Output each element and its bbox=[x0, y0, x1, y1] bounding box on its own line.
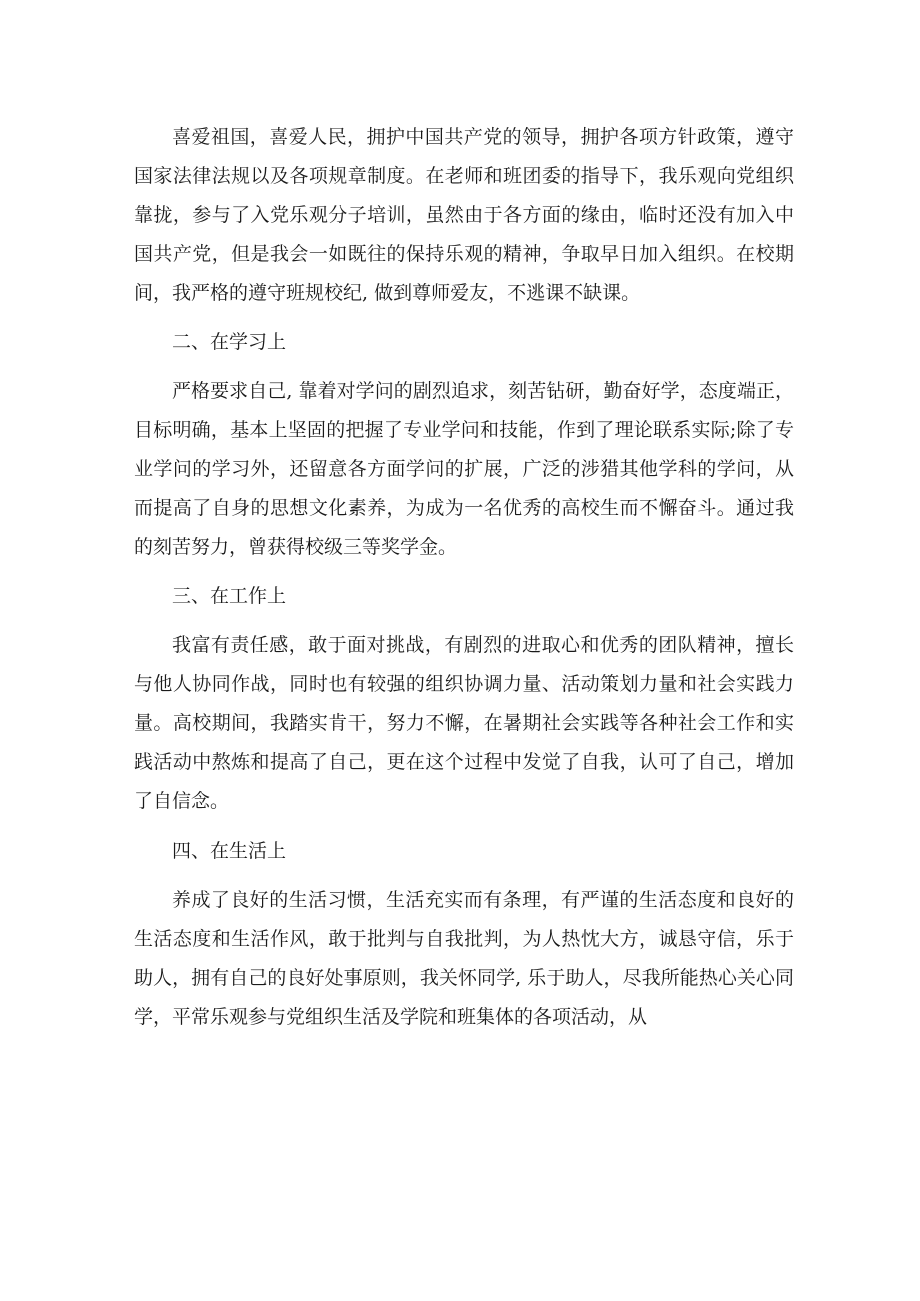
paragraph-work: 我富有责任感，敢于面对挑战，有剧烈的进取心和优秀的团队精神，擅长与他人协同作战，同时也有较强的组织协调力量、活动策划力量和社会实践力量。高校期间，我踏实肯干，努力不懈，在暑期社会实践等各种社会工作和实践活动中熬炼和提高了自己，更在这个过程中发觉了自我，认可了自己，增加了自信念。 bbox=[134, 634, 794, 812]
section-heading-work: 三、在工作上 bbox=[172, 585, 287, 607]
section-heading-life: 四、在生活上 bbox=[172, 840, 287, 862]
section-heading-study: 二、在学习上 bbox=[172, 331, 287, 353]
paragraph-life: 养成了良好的生活习惯，生活充实而有条理，有严谨的生活态度和良好的生活态度和生活作风，敢于批判与自我批判，为人热忱大方，诚恳守信，乐于助人，拥有自己的良好处事原则，我关怀同学, 乐于助人，尽我所能热心关心同学，平常乐观参与党组织生活及学院和班集体的各项活动，从 bbox=[134, 889, 794, 1028]
document-body bbox=[134, 118, 794, 1037]
paragraph-study: 严格要求自己, 靠着对学问的剧烈追求，刻苦钻研，勤奋好学，态度端正，目标明确，基本上坚固的把握了专业学问和技能，作到了理论联系实际;除了专业学问的学习外，还留意各方面学问的扩展，广泛的涉猎其他学科的学问，从而提高了自身的思想文化素养，为成为一名优秀的高校生而不懈奋斗。通过我的刻苦努力，曾获得校级三等奖学金。 bbox=[134, 380, 794, 558]
paragraph-political: 喜爱祖国，喜爱人民，拥护中国共产党的领导，拥护各项方针政策，遵守国家法律法规以及各项规章制度。在老师和班团委的指导下，我乐观向党组织靠拢，参与了入党乐观分子培训，虽然由于各方面的缘由，临时还没有加入中国共产党，但是我会一如既往的保持乐观的精神，争取早日加入组织。在校期间，我严格的遵守班规校纪, 做到尊师爱友，不逃课不缺课。 bbox=[134, 126, 794, 304]
